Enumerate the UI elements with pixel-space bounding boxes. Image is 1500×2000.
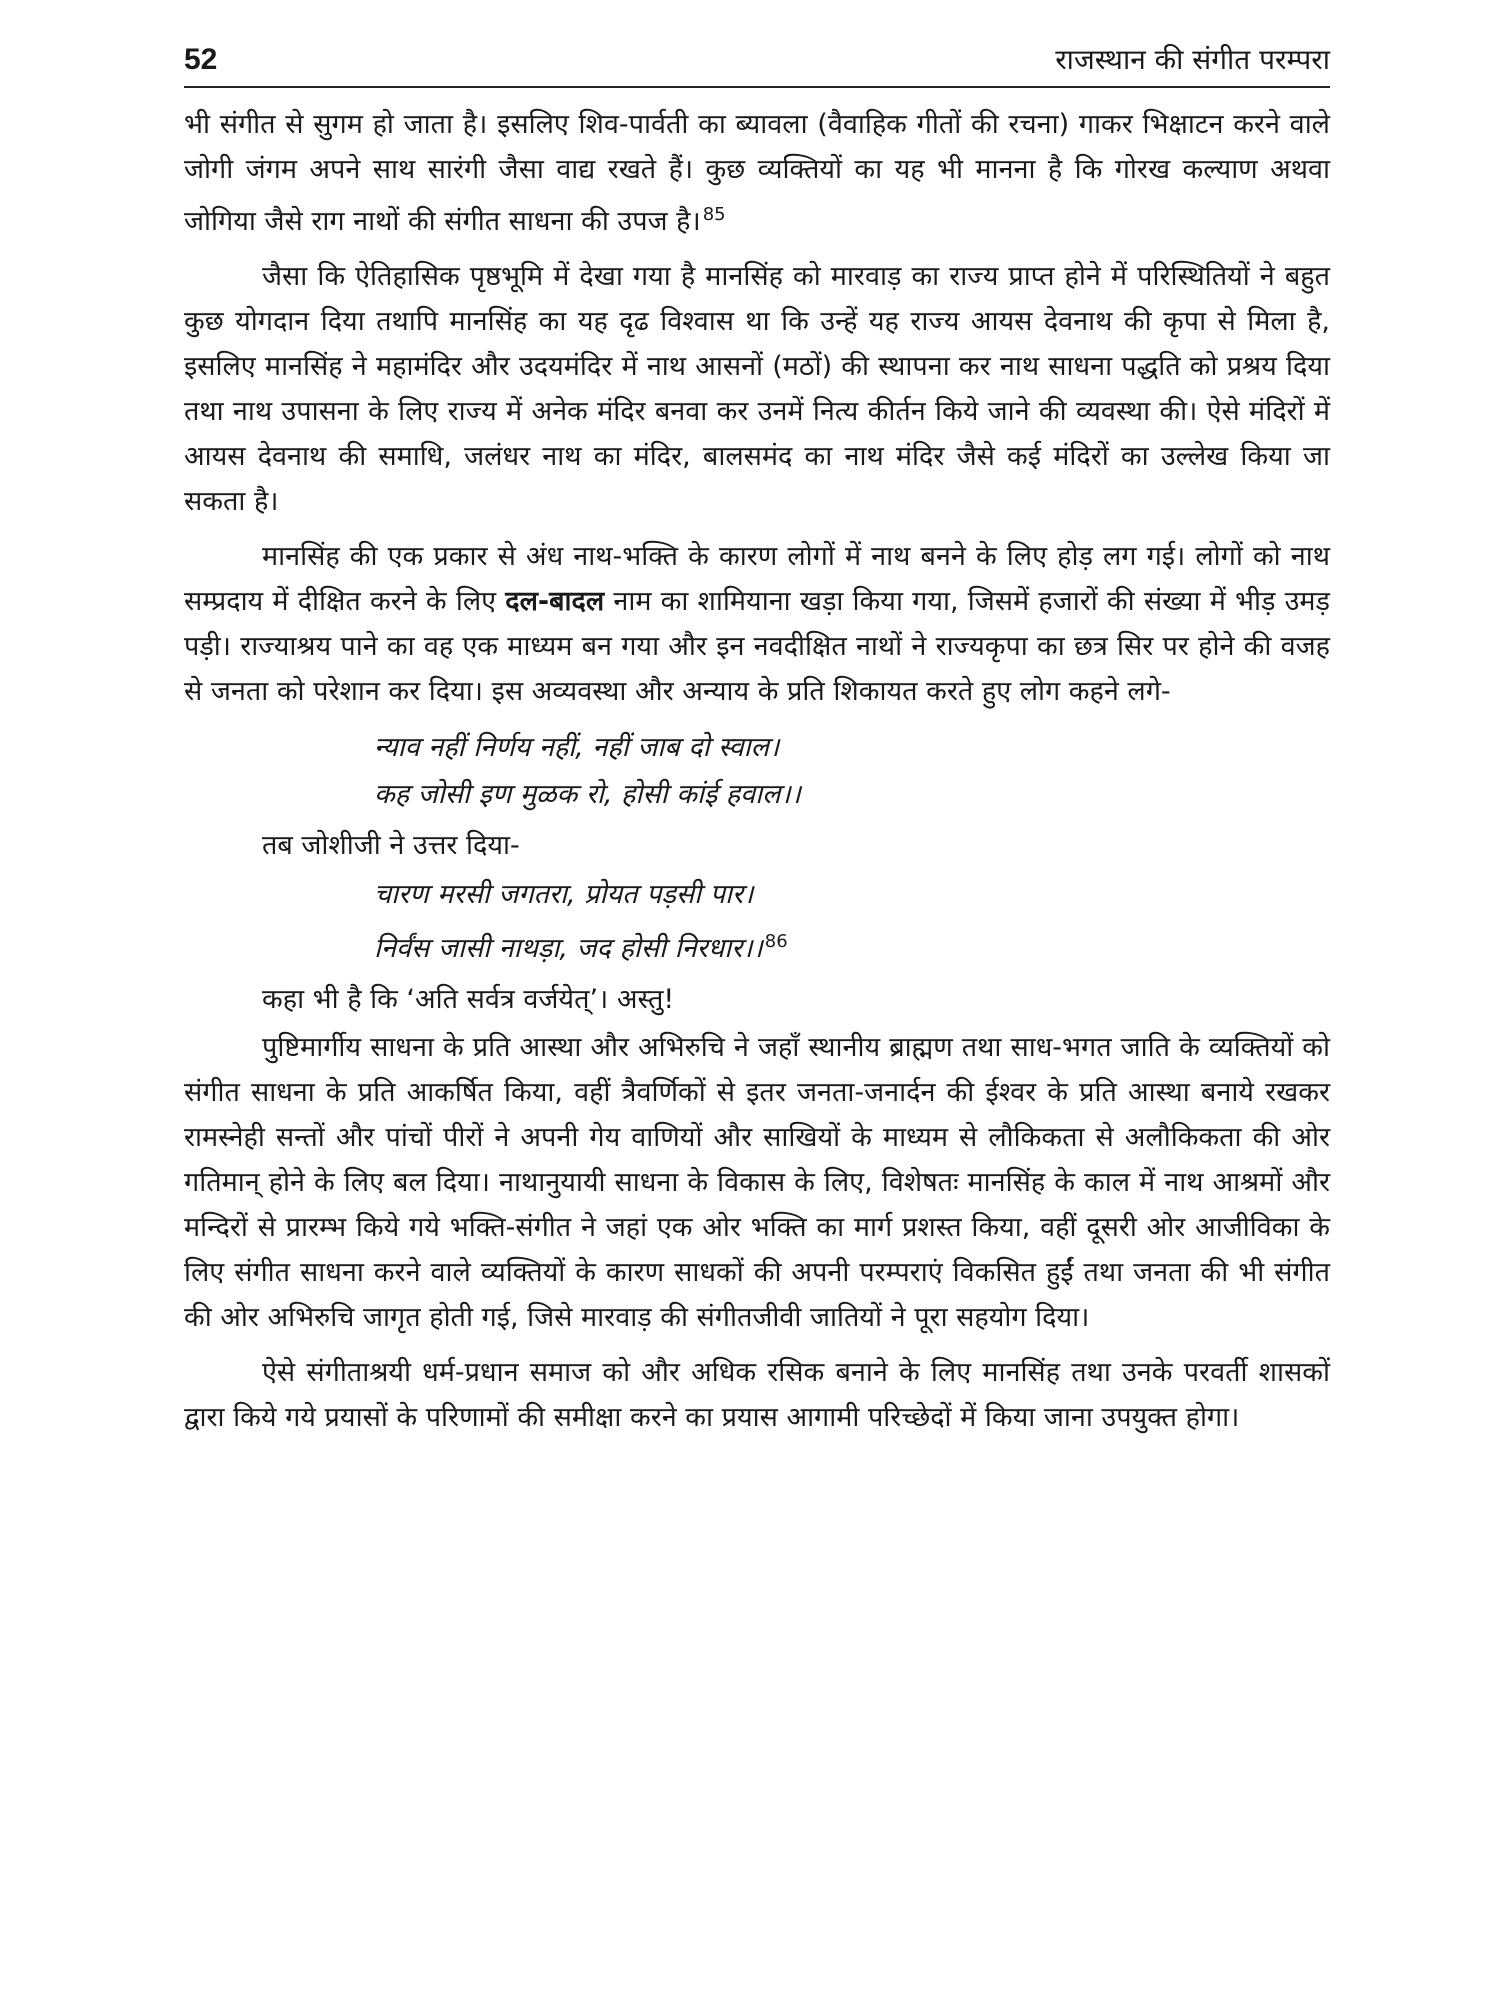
- paragraph-3: [184, 534, 1330, 714]
- paragraph-3-text-after: नाम का शामियाना खड़ा किया गया, जिसमें हजारों की संख्या में भीड़ उमड़ पड़ी। राज्याश्रय पाने का वह एक माध्यम बन गया और इन नवदीक्षित नाथों ने राज्यकृपा का छत्र सिर पर होने की वजह से जनता को परेशान कर दिया। इस अव्यवस्था और अन्याय के प्रति शिकायत करते हुए लोग कहने लगे-: [184, 586, 1331, 707]
- paragraph-4: पुष्टिमार्गीय साधना के प्रति आस्था और अभिरुचि ने जहाँ स्थानीय ब्राह्मण तथा साध-भगत जाति के व्यक्तियों को संगीत साधना के प्रति आकर्षित किया, वहीं त्रैवर्णिकों से इतर जनता-जनार्दन की ईश्वर के प्रति आस्था बनाये रखकर रामस्नेही सन्तों और पांचों पीरों ने अपनी गेय वाणियों और साखियों के माध्यम से लौकिकता से अलौकिकता की ओर गतिमान् होने के लिए बल दिया। नाथानुयायी साधना के विकास के लिए, विशेषतः मानसिंह के काल में नाथ आश्रमों और मन्दिरों से प्रारम्भ किये गये भक्ति-संगीत ने जहां एक ओर भक्ति का मार्ग प्रशस्त किया, वहीं दूसरी ओर आजीविका के लिए संगीत साधना करने वाले व्यक्तियों के कारण साधकों की अपनी परम्पराएं विकसित हुईं तथा जनता की भी संगीत की ओर अभिरुचि जागृत होती गई, जिसे मारवाड़ की संगीतजीवी जातियों ने पूरा सहयोग दिया।: [184, 1032, 1330, 1333]
- dal-badal-term: दल-बादल: [505, 586, 605, 617]
- paragraph-3-text-before: मानसिंह की एक प्रकार से अंध नाथ-भक्ति के कारण लोगों में नाथ बनने के लिए होड़ लग गई। लोगों को नाथ सम्प्रदाय में दीक्षित करने के लिए: [184, 541, 1330, 617]
- verse-2-line-1: चारण मरसी जगतरा, प्रोयत पड़सी पार।: [374, 879, 754, 910]
- saying-line: कहा भी है कि ‘अति सर्वत्र वर्जयेत्’। अस्तु!: [262, 984, 675, 1015]
- verse-1-line-1: न्याव नहीं निर्णय नहीं, नहीं जाब दो स्वाल।: [374, 732, 780, 763]
- page-number: 52: [184, 43, 218, 76]
- verse-2-line-2-text: निर्वंस जासी नाथड़ा, जद होसी निरधार।।: [374, 933, 763, 964]
- paragraph-1-text: भी संगीत से सुगम हो जाता है। इसलिए शिव-पार्वती का ब्यावला (वैवाहिक गीतों की रचना) गाकर भिक्षाटन करने वाले जोगी जंगम अपने साथ सारंगी जैसा वाद्य रखते हैं। कुछ व्यक्तियों का यह भी मानना है कि गोरख कल्याण अथवा जोगिया जैसे राग नाथों की संगीत साधना की उपज है।: [184, 109, 1330, 237]
- reply-intro: तब जोशीजी ने उत्तर दिया-: [262, 830, 520, 861]
- paragraph-1: [184, 102, 1330, 244]
- verse-reply: [184, 871, 1330, 972]
- footnote-ref-85[interactable]: 85: [702, 204, 726, 225]
- verse-complaint: [184, 724, 1330, 818]
- footnote-ref-86[interactable]: 86: [764, 931, 788, 952]
- paragraph-2: जैसा कि ऐतिहासिक पृष्ठभूमि में देखा गया है मानसिंह को मारवाड़ का राज्य प्राप्त होने में परिस्थितियों ने बहुत कुछ योगदान दिया तथापि मानसिंह का यह दृढ विश्वास था कि उन्हें यह राज्य आयस देवनाथ की कृपा से मिला है, इसलिए मानसिंह ने महामंदिर और उदयमंदिर में नाथ आसनों (मठों) की स्थापना कर नाथ साधना पद्धति को प्रश्रय दिया तथा नाथ उपासना के लिए राज्य में अनेक मंदिर बनवा कर उनमें नित्य कीर्तन किये जाने की व्यवस्था की। ऐसे मंदिरों में आयस देवनाथ की समाधि, जलंधर नाथ का मंदिर, बालसमंद का नाथ मंदिर जैसे कई मंदिरों का उल्लेख किया जा सकता है।: [184, 261, 1330, 517]
- verse-2-line-2: [184, 918, 1330, 972]
- paragraph-5: ऐसे संगीताश्रयी धर्म-प्रधान समाज को और अधिक रसिक बनाने के लिए मानसिंह तथा उनके परवर्ती शासकों द्वारा किये गये प्रयासों के परिणामों की समीक्षा करने का प्रयास आगामी परिच्छेदों में किया जाना उपयुक्त होगा।: [184, 1357, 1330, 1433]
- running-title: राजस्थान की संगीत परम्परा: [1055, 43, 1330, 76]
- verse-1-line-2: कह जोसी इण मुळक रो, होसी कांई हवाल।।: [374, 779, 801, 810]
- page-header: [184, 40, 1330, 88]
